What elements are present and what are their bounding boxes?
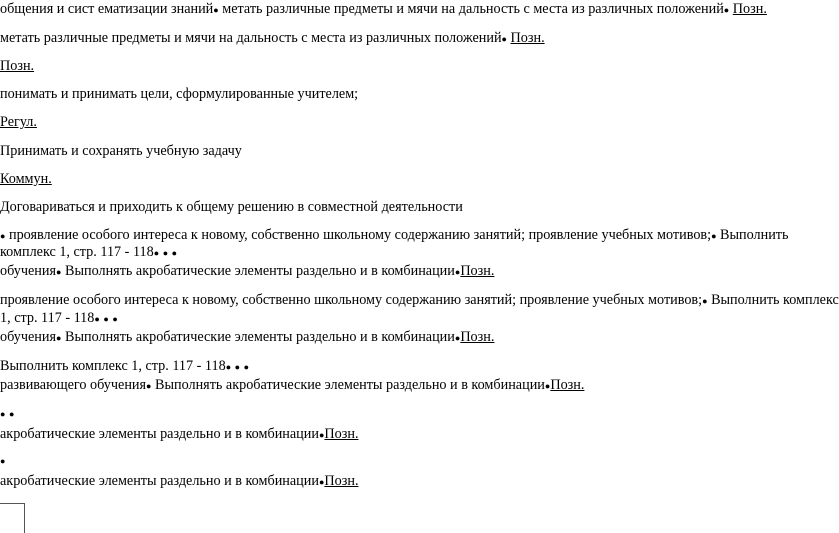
bullet-icon: ● xyxy=(225,362,232,372)
text-line-10 xyxy=(0,243,177,262)
text-line-1 xyxy=(0,0,767,19)
bullet-icon: ● xyxy=(56,267,62,277)
pozn-label: Позн. xyxy=(460,263,495,279)
text-line-11 xyxy=(0,262,494,281)
line-text: Выполнять акробатические элементы раздельно и в комбинации xyxy=(61,329,455,345)
bullet-icon: ● xyxy=(146,381,152,391)
bullet-icon: ● xyxy=(501,34,507,44)
line-text: развивающего обучения xyxy=(0,377,147,393)
bullet-icon: ● xyxy=(318,477,325,487)
bullet-icon: ● xyxy=(723,5,730,15)
bullet-icon: ● xyxy=(213,5,219,15)
bullet-icon: ● xyxy=(0,231,6,241)
text-line-17 xyxy=(0,404,14,423)
bullet-icon: ● xyxy=(318,430,325,440)
text-line-13 xyxy=(0,309,118,328)
line-text: общения и сист ематизации знаний xyxy=(0,1,214,17)
text-line-12 xyxy=(0,291,839,310)
line-text: обучения xyxy=(0,263,57,279)
text-line-4: понимать и принимать цели, сформулированные учителем; xyxy=(0,86,359,102)
bullet-icon: ● xyxy=(454,333,461,343)
bullet-icon: ● xyxy=(171,248,178,258)
line-text: проявление особого интереса к новому, собственно школьному содержанию занятий; проявление учебных мотивов; xyxy=(0,292,703,308)
bullet-icon: ● xyxy=(243,362,250,372)
text-line-20 xyxy=(0,472,359,491)
bullet-icon: ● xyxy=(544,381,551,391)
pozn-heading: Позн. xyxy=(0,58,35,74)
bullet-icon: ● xyxy=(162,248,169,258)
kommun-heading: Коммун. xyxy=(0,171,52,187)
bullet-icon: ● xyxy=(711,231,717,241)
text-line-18 xyxy=(0,425,359,444)
bullet-icon: ● xyxy=(234,362,241,372)
bullet-icon: ● xyxy=(103,314,109,324)
table-cell-border xyxy=(0,503,25,533)
pozn-label: Позн. xyxy=(732,1,767,17)
bullet-icon: ● xyxy=(0,456,6,466)
text-line-15 xyxy=(0,357,249,376)
line-text: Выполнить xyxy=(716,227,789,243)
pozn-label: Позн. xyxy=(460,329,495,345)
bullet-icon: ● xyxy=(112,314,118,324)
regul-heading: Регул. xyxy=(0,114,37,130)
bullet-icon: ● xyxy=(56,333,62,343)
line-text: Выполнять акробатические элементы раздельно и в комбинации xyxy=(151,377,545,393)
line-text: проявление особого интереса к новому, собственно школьному содержанию занятий; проявление учебных мотивов; xyxy=(5,227,712,243)
text-line-19 xyxy=(0,451,5,470)
pozn-label: Позн. xyxy=(324,473,359,489)
line-text: акробатические элементы раздельно и в комбинации xyxy=(0,426,319,442)
bullet-icon: ● xyxy=(702,296,708,306)
line-text: комплекс 1, стр. 117 - 118 xyxy=(0,244,154,260)
bullet-icon: ● xyxy=(454,267,461,277)
text-line-8: Договариваться и приходить к общему решению в совместной деятельности xyxy=(0,199,463,215)
text-line-2 xyxy=(0,29,545,48)
line-text: Выполнить комплекс 1, стр. 117 - 118 xyxy=(0,358,226,374)
line-text: обучения xyxy=(0,329,57,345)
bullet-icon: ● xyxy=(8,409,15,419)
text-line-14 xyxy=(0,328,494,347)
pozn-label: Позн. xyxy=(550,377,585,393)
line-text: метать различные предметы и мячи на дальность с места из различных положений xyxy=(218,1,724,17)
pozn-label: Позн. xyxy=(510,30,545,46)
text-line-6: Принимать и сохранять учебную задачу xyxy=(0,143,242,159)
bullet-icon: ● xyxy=(153,248,160,258)
pozn-label: Позн. xyxy=(324,426,359,442)
line-text: метать различные предметы и мячи на дальность с места из различных положений xyxy=(0,30,502,46)
line-text: 1, стр. 117 - 118 xyxy=(0,310,95,326)
bullet-icon: ● xyxy=(0,409,6,419)
line-text: Выполнить комплекс xyxy=(707,292,839,308)
bullet-icon: ● xyxy=(94,314,100,324)
line-text: акробатические элементы раздельно и в комбинации xyxy=(0,473,319,489)
line-text: Выполнять акробатические элементы раздельно и в комбинации xyxy=(61,263,455,279)
text-line-16 xyxy=(0,376,584,395)
